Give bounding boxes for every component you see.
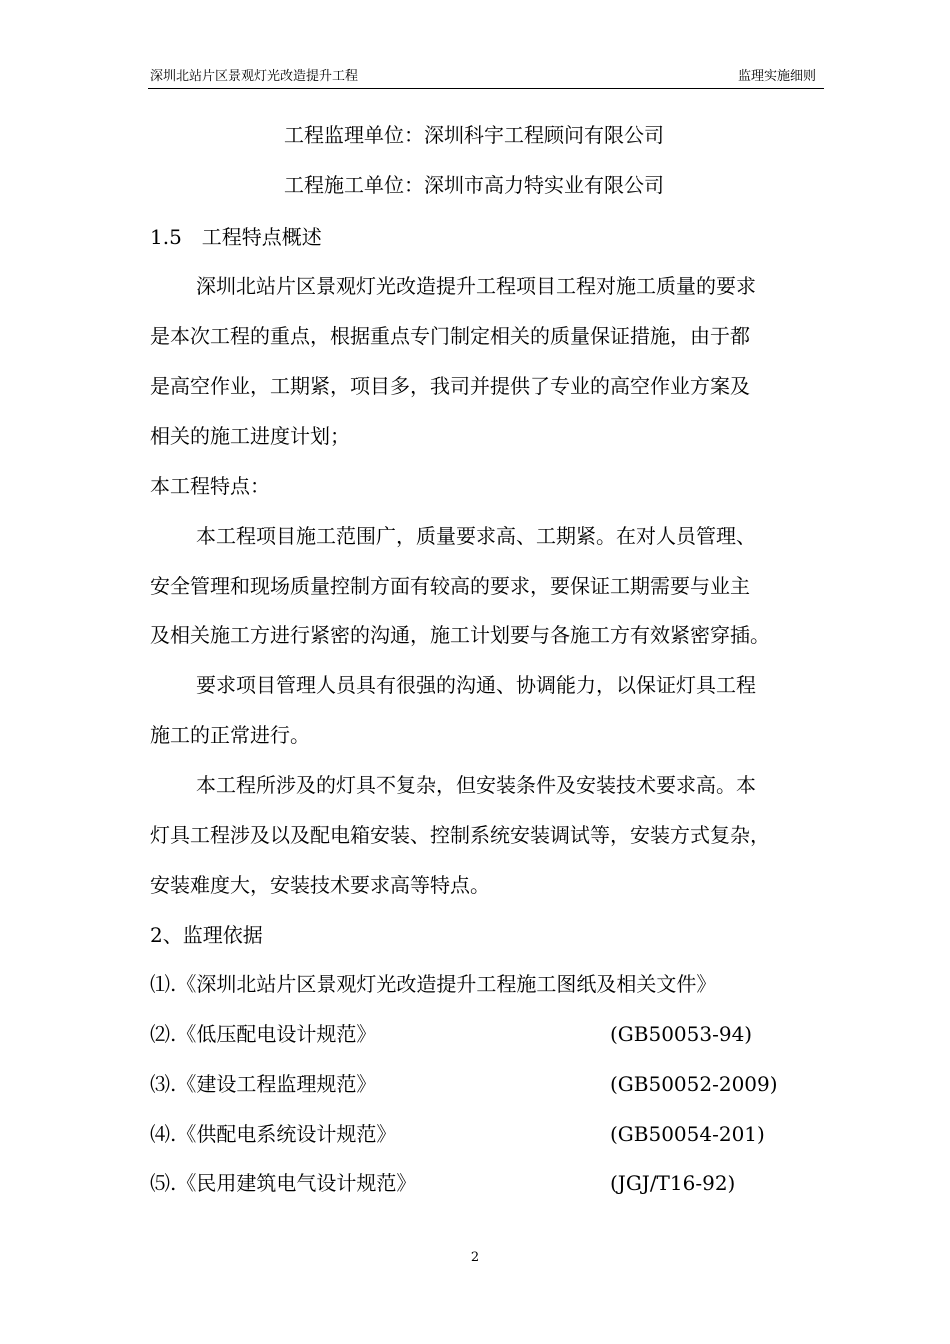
page-number: 2 [470, 1250, 480, 1265]
paragraph-line: 安装难度大，安装技术要求高等特点。 [150, 873, 490, 897]
paragraph-line: 本工程所涉及的灯具不复杂，但安装条件及安装技术要求高。本 [196, 773, 756, 797]
reference-code: (JGJ/T16-92) [610, 1171, 736, 1195]
features-label: 本工程特点： [150, 474, 270, 498]
paragraph-line: 相关的施工进度计划； [150, 424, 350, 448]
section-1-5-heading: 1.5 工程特点概述 [150, 225, 322, 249]
paragraph-line: 是本次工程的重点，根据重点专门制定相关的质量保证措施，由于都 [150, 324, 750, 348]
paragraph-line: 深圳北站片区景观灯光改造提升工程项目工程对施工质量的要求 [196, 274, 756, 298]
reference-code: (GB50052-2009) [610, 1072, 778, 1096]
paragraph-line: 施工的正常进行。 [150, 723, 310, 747]
paragraph-line: 安全管理和现场质量控制方面有较高的要求，要保证工期需要与业主 [150, 574, 750, 598]
paragraph-line: 本工程项目施工范围广，质量要求高、工期紧。在对人员管理、 [196, 524, 756, 548]
header-doc-type: 监理实施细则 [737, 69, 816, 84]
paragraph-line: 是高空作业，工期紧，项目多，我司并提供了专业的高空作业方案及 [150, 374, 750, 398]
section-2-heading: 2、监理依据 [150, 923, 263, 947]
reference-title: ⑶.《建设工程监理规范》 [150, 1072, 377, 1096]
reference-title: ⑵.《低压配电设计规范》 [150, 1022, 377, 1046]
paragraph-line: 及相关施工方进行紧密的沟通，施工计划要与各施工方有效紧密穿插。 [150, 623, 770, 647]
construction-unit: 工程施工单位：深圳市高力特实业有限公司 [284, 173, 664, 197]
supervision-unit: 工程监理单位：深圳科宇工程顾问有限公司 [284, 123, 664, 147]
running-header [148, 68, 824, 89]
reference-title: ⑸.《民用建筑电气设计规范》 [150, 1171, 417, 1195]
reference-code: (GB50053-94) [610, 1022, 753, 1046]
header-project-title: 深圳北站片区景观灯光改造提升工程 [150, 69, 359, 84]
reference-title: ⑴.《深圳北站片区景观灯光改造提升工程施工图纸及相关文件》 [150, 972, 717, 996]
paragraph-line: 灯具工程涉及以及配电箱安装、控制系统安装调试等，安装方式复杂， [150, 823, 770, 847]
paragraph-line: 要求项目管理人员具有很强的沟通、协调能力，以保证灯具工程 [196, 673, 756, 697]
reference-title: ⑷.《供配电系统设计规范》 [150, 1122, 397, 1146]
reference-code: (GB50054-201) [610, 1122, 765, 1146]
